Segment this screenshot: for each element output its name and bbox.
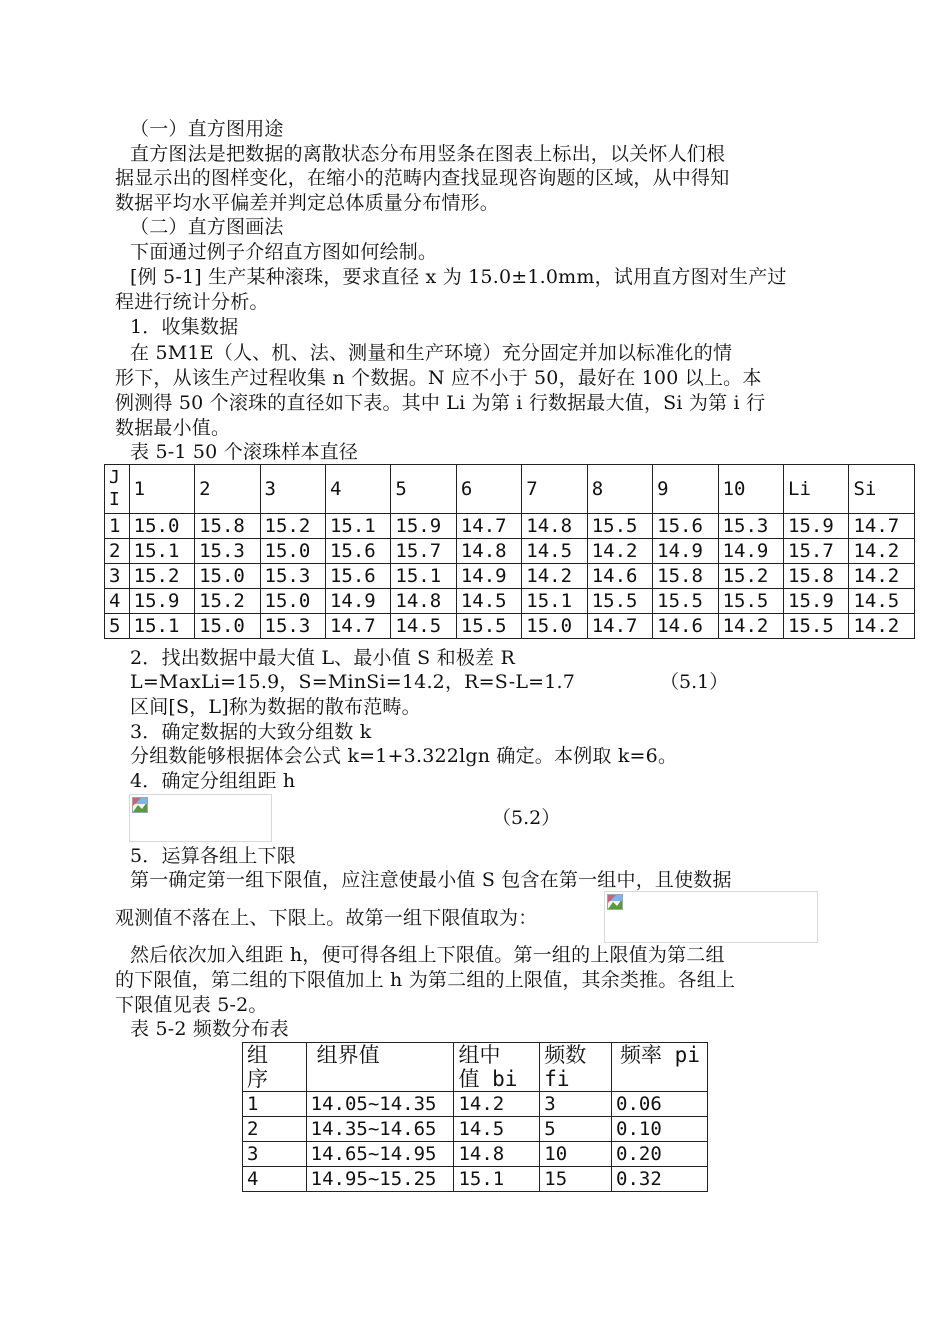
table-cell: 15.9 [391, 514, 456, 539]
paragraph-line: 分组数能够根据体会公式 k=1+3.322lgn 确定。本例取 k=6。 [130, 745, 678, 767]
column-header: 10 [718, 465, 783, 514]
header-line: 序 [247, 1067, 268, 1091]
equation-number: （5.1） [660, 671, 729, 693]
table-cell: 15.0 [260, 589, 325, 614]
table-cell: 3 [243, 1142, 307, 1167]
header-line: 组中 [458, 1043, 501, 1067]
table-cell: 14.7 [587, 614, 652, 639]
column-header: 2 [195, 465, 260, 514]
heading-histogram-method: （二）直方图画法 [130, 216, 284, 238]
table-cell: 15.0 [195, 564, 260, 589]
header-line: 频数 [544, 1043, 587, 1067]
column-header [540, 1043, 612, 1092]
table-cell: 15.9 [784, 589, 849, 614]
table-cell: 14.7 [325, 614, 390, 639]
table-cell: 14.8 [456, 539, 521, 564]
paragraph-line: 第一确定第一组下限值，应注意使最小值 S 包含在第一组中，且使数据 [130, 869, 732, 891]
formula-h-image [129, 794, 272, 842]
table-cell: 14.7 [849, 514, 915, 539]
equation-number: （5.2） [492, 807, 561, 829]
column-header [612, 1043, 708, 1092]
column-header: 5 [391, 465, 456, 514]
paragraph-line: 的下限值，第二组的下限值加上 h 为第二组的上限值，其余类推。各组上 [115, 969, 736, 991]
table-cell: 15.7 [784, 539, 849, 564]
broken-image-icon [607, 894, 623, 910]
paragraph-line: 区间[S，L]称为数据的散布范畴。 [130, 696, 421, 718]
column-header: 7 [522, 465, 587, 514]
paragraph-line: 下限值见表 5-2。 [115, 994, 268, 1016]
table-cell: 15.6 [325, 539, 390, 564]
row-id: 3 [105, 564, 130, 589]
step-heading: 1．收集数据 [130, 316, 239, 338]
paragraph-line: 直方图法是把数据的离散状态分布用竖条在图表上标出，以关怀人们根 [130, 143, 726, 165]
column-header: 9 [653, 465, 718, 514]
table-cell: 15.3 [260, 564, 325, 589]
step-heading: 2．找出数据中最大值 L、最小值 S 和极差 R [130, 647, 515, 669]
table-cell: 0.32 [612, 1167, 708, 1192]
table-cell: 15 [540, 1167, 612, 1192]
table-cell: 0.06 [612, 1092, 708, 1117]
table-cell: 15.2 [718, 564, 783, 589]
table-header-row [105, 465, 915, 514]
paragraph-line: 在 5M1E（人、机、法、测量和生产环境）充分固定并加以标准化的情 [130, 342, 733, 364]
table-cell: 10 [540, 1142, 612, 1167]
table-cell: 4 [243, 1167, 307, 1192]
table-cell: 15.1 [522, 589, 587, 614]
table-ball-diameters [104, 464, 915, 639]
table-cell: 14.5 [391, 614, 456, 639]
column-header [306, 1043, 454, 1092]
table-cell: 14.7 [456, 514, 521, 539]
paragraph-line: [例 5-1] 生产某种滚珠，要求直径 x 为 15.0±1.0mm，试用直方图对生产过 [130, 266, 787, 288]
table-cell: 14.2 [587, 539, 652, 564]
corner-i: I [109, 489, 120, 510]
table-cell: 14.9 [718, 539, 783, 564]
table-cell: 15.8 [784, 564, 849, 589]
table-cell: 0.20 [612, 1142, 708, 1167]
row-id: 1 [105, 514, 130, 539]
table-cell: 15.9 [129, 589, 194, 614]
table-cell: 15.1 [325, 514, 390, 539]
table-cell: 15.8 [653, 564, 718, 589]
table-cell: 14.8 [391, 589, 456, 614]
table-cell: 15.2 [129, 564, 194, 589]
table-row [243, 1117, 708, 1142]
corner-j: J [109, 467, 120, 488]
table-cell: 14.8 [454, 1142, 540, 1167]
paragraph-line: 例测得 50 个滚珠的直径如下表。其中 Li 为第 i 行数据最大值，Si 为第 i 行 [115, 392, 766, 414]
table-cell: 14.2 [849, 614, 915, 639]
paragraph-line: 数据平均水平偏差并判定总体质量分布情形。 [115, 192, 500, 214]
table-cell: 3 [540, 1092, 612, 1117]
table-cell: 14.6 [587, 564, 652, 589]
table-row [105, 614, 915, 639]
table-cell: 14.9 [653, 539, 718, 564]
table-cell: 15.2 [260, 514, 325, 539]
heading-histogram-use: （一）直方图用途 [130, 118, 284, 140]
table-cell: 15.0 [260, 539, 325, 564]
row-id: 4 [105, 589, 130, 614]
column-header: 6 [456, 465, 521, 514]
table-cell: 15.7 [391, 539, 456, 564]
step-heading: 3．确定数据的大致分组数 k [130, 721, 372, 743]
table-header-row [243, 1043, 708, 1092]
table-cell: 14.05~14.35 [306, 1092, 454, 1117]
table-row [105, 539, 915, 564]
table-cell: 1 [243, 1092, 307, 1117]
table-cell: 14.5 [849, 589, 915, 614]
table-cell: 15.3 [260, 614, 325, 639]
table-cell: 15.8 [195, 514, 260, 539]
table-cell: 15.5 [587, 514, 652, 539]
table-cell: 14.35~14.65 [306, 1117, 454, 1142]
table-cell: 15.6 [653, 514, 718, 539]
table-cell: 14.6 [653, 614, 718, 639]
table-cell: 15.5 [653, 589, 718, 614]
paragraph-line: 程进行统计分析。 [115, 291, 269, 313]
header-line: 组 [247, 1043, 268, 1067]
paragraph-line: 下面通过例子介绍直方图如何绘制。 [130, 241, 438, 263]
header-line: 值 bi [458, 1067, 518, 1091]
table-cell: 14.2 [454, 1092, 540, 1117]
table-row [243, 1142, 708, 1167]
table-frequency-distribution [242, 1042, 708, 1192]
table-cell: 15.0 [195, 614, 260, 639]
table-cell: 14.2 [718, 614, 783, 639]
column-header: Si [849, 465, 915, 514]
row-id: 2 [105, 539, 130, 564]
paragraph-line: 然后依次加入组距 h，便可得各组上下限值。第一组的上限值为第二组 [130, 944, 725, 966]
step-heading: 4．确定分组组距 h [130, 770, 296, 792]
step-heading: 5．运算各组上下限 [130, 845, 296, 867]
table-cell: 15.5 [784, 614, 849, 639]
table-cell: 15.3 [195, 539, 260, 564]
table-cell: 14.9 [456, 564, 521, 589]
table-cell: 14.5 [522, 539, 587, 564]
table-cell: 14.9 [325, 589, 390, 614]
table-cell: 14.8 [522, 514, 587, 539]
table-cell: 15.6 [325, 564, 390, 589]
table-cell: 0.10 [612, 1117, 708, 1142]
table-cell: 15.0 [129, 514, 194, 539]
table-cell: 15.1 [454, 1167, 540, 1192]
table-cell: 2 [243, 1117, 307, 1142]
table-row [105, 514, 915, 539]
column-header: 8 [587, 465, 652, 514]
table-row [105, 589, 915, 614]
formula-line: L=MaxLi=15.9，S=MinSi=14.2，R=S-L=1.7 [130, 671, 576, 693]
table-cell: 15.3 [718, 514, 783, 539]
table-cell: 14.5 [454, 1117, 540, 1142]
row-id: 5 [105, 614, 130, 639]
column-header: 1 [129, 465, 194, 514]
table-row [243, 1167, 708, 1192]
table-cell: 15.5 [587, 589, 652, 614]
table-cell: 15.1 [129, 539, 194, 564]
paragraph-line: 数据最小值。 [115, 417, 231, 439]
table-cell: 15.9 [784, 514, 849, 539]
table-cell: 14.2 [849, 539, 915, 564]
table-cell: 14.2 [849, 564, 915, 589]
column-header: Li [784, 465, 849, 514]
table-cell: 14.95~15.25 [306, 1167, 454, 1192]
paragraph-line: 观测值不落在上、下限上。故第一组下限值取为： [115, 907, 538, 929]
table-cell: 15.0 [522, 614, 587, 639]
table-row [243, 1092, 708, 1117]
table-caption: 表 5-2 频数分布表 [130, 1018, 289, 1040]
table-cell: 14.2 [522, 564, 587, 589]
corner-cell [105, 465, 130, 514]
table-cell: 15.2 [195, 589, 260, 614]
column-header: 4 [325, 465, 390, 514]
header-line: 频率 pi [620, 1043, 700, 1067]
formula-first-lower-image [604, 891, 818, 943]
table-cell: 14.65~14.95 [306, 1142, 454, 1167]
table-caption: 表 5-1 50 个滚珠样本直径 [130, 441, 359, 463]
table-cell: 15.1 [129, 614, 194, 639]
table-cell: 14.5 [456, 589, 521, 614]
column-header [243, 1043, 307, 1092]
table-row [105, 564, 915, 589]
paragraph-line: 据显示出的图样变化，在缩小的范畴内查找显现咨询题的区域，从中得知 [115, 167, 730, 189]
header-line: fi [544, 1067, 570, 1091]
paragraph-line: 形下，从该生产过程收集 n 个数据。N 应不小于 50，最好在 100 以上。本 [115, 367, 762, 389]
column-header: 3 [260, 465, 325, 514]
table-cell: 15.5 [456, 614, 521, 639]
table-cell: 15.1 [391, 564, 456, 589]
column-header [454, 1043, 540, 1092]
table-cell: 5 [540, 1117, 612, 1142]
broken-image-icon [132, 797, 148, 813]
header-line: 组界值 [316, 1043, 380, 1067]
table-cell: 15.5 [718, 589, 783, 614]
